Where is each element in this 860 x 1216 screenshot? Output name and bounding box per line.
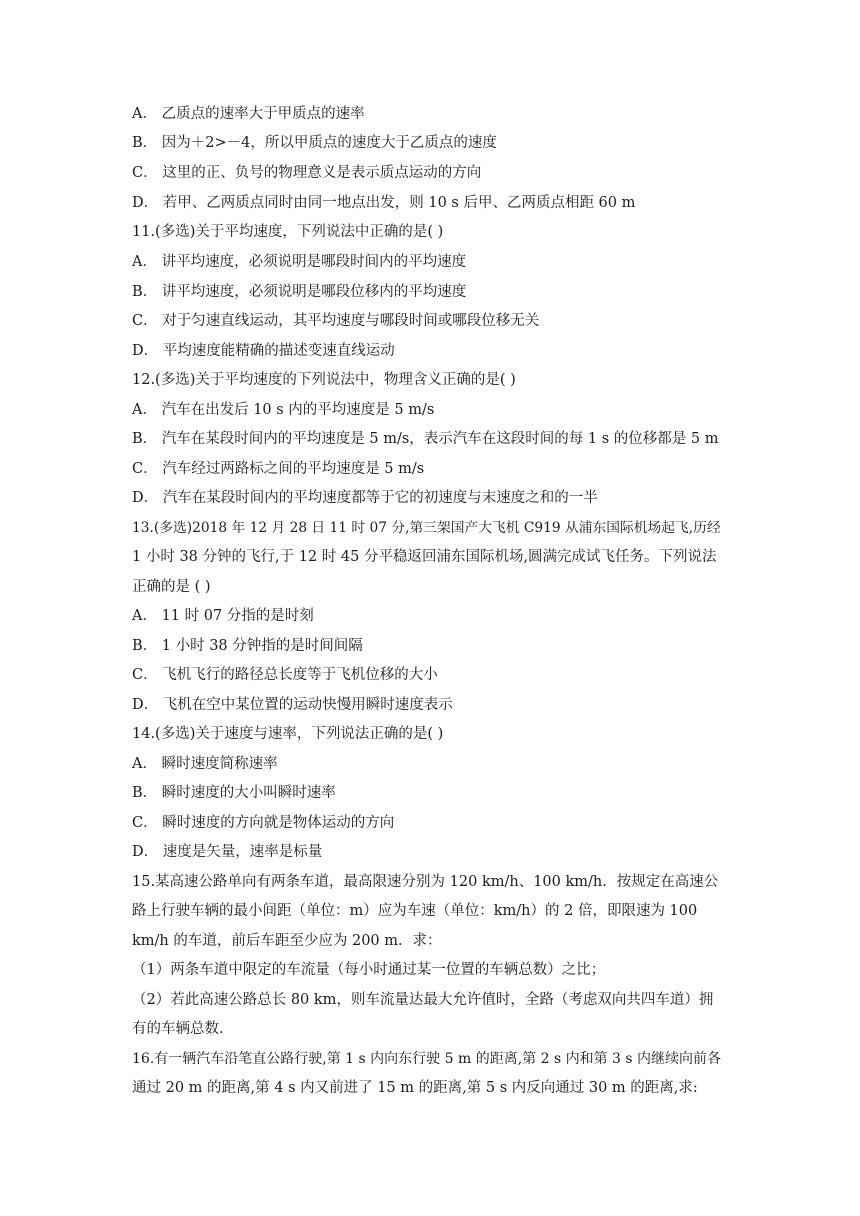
question-13-stem-line-2: 1 小时 38 分钟的飞行,于 12 时 45 分平稳返回浦东国际机场,圆满完成试飞任务。下列说法 [132,549,717,565]
q11-option-d: D． 平均速度能精确的描述变速直线运动 [132,343,395,359]
question-16-stem-line-2: 通过 20 m 的距离,第 4 s 内又前进了 15 m 的距离,第 5 s 内反向通过 30 m 的距离,求: [132,1080,698,1096]
q15-subquestion-2-line-1: （2）若此高速公路总长 80 km，则车流量达最大允许值时，全路（考虑双向共四车道）拥 [132,992,714,1008]
option-a-line: A． 乙质点的速率大于甲质点的速率 [132,106,365,122]
question-15-stem-line-1: 15.某高速公路单向有两条车道，最高限速分别为 120 km/h、100 km/h．按规定在高速公 [132,874,719,890]
q12-option-c: C． 汽车经过两路标之间的平均速度是 5 m/s [132,461,425,477]
q14-option-b: B． 瞬时速度的大小叫瞬时速率 [132,785,336,801]
q13-option-b: B． 1 小时 38 分钟指的是时间间隔 [132,638,363,654]
question-13-stem-line-3: 正确的是 ( ) [132,579,211,595]
q13-option-c: C． 飞机飞行的路径总长度等于飞机位移的大小 [132,667,438,683]
question-15-stem-line-2: 路上行驶车辆的最小间距（单位：m）应为车速（单位：km/h）的 2 倍，即限速为 100 [132,903,698,919]
q12-option-b: B． 汽车在某段时间内的平均速度是 5 m/s，表示汽车在这段时间的每 1 s 的位移都是 5 m [132,431,719,447]
q15-subquestion-1: （1）两条车道中限定的车流量（每小时通过某一位置的车辆总数）之比； [132,962,606,978]
option-b-line: B． 因为＋2>－4，所以甲质点的速度大于乙质点的速度 [132,135,497,151]
q14-option-c: C． 瞬时速度的方向就是物体运动的方向 [132,815,395,831]
question-14-stem: 14.(多选)关于速度与速率，下列说法正确的是( ) [132,726,444,742]
q15-subquestion-2-line-2: 有的车辆总数． [132,1021,234,1037]
question-15-stem-line-3: km/h 的车道，前后车距至少应为 200 m．求： [132,933,442,949]
question-11-stem: 11.(多选)关于平均速度，下列说法中正确的是( ) [132,224,444,240]
question-13-stem-line-1: 13.(多选)2018 年 12 月 28 日 11 时 07 分,第三架国产大飞机 C919 从浦东国际机场起飞,历经 [132,520,721,536]
q14-option-d: D． 速度是矢量，速率是标量 [132,844,323,860]
q13-option-d: D． 飞机在空中某位置的运动快慢用瞬时速度表示 [132,697,453,713]
q11-option-b: B． 讲平均速度，必须说明是哪段位移内的平均速度 [132,284,467,300]
question-16-stem-line-1: 16.有一辆汽车沿笔直公路行驶,第 1 s 内向东行驶 5 m 的距离,第 2 s 内和第 3 s 内继续向前各 [132,1051,722,1067]
q12-option-d: D． 汽车在某段时间内的平均速度都等于它的初速度与末速度之和的一半 [132,490,598,506]
q13-option-a: A． 11 时 07 分指的是时刻 [132,608,314,624]
question-12-stem: 12.(多选)关于平均速度的下列说法中，物理含义正确的是( ) [132,372,516,388]
q12-option-a: A． 汽车在出发后 10 s 内的平均速度是 5 m/s [132,402,435,418]
q11-option-a: A． 讲平均速度，必须说明是哪段时间内的平均速度 [132,254,467,270]
option-d-line: D． 若甲、乙两质点同时由同一地点出发，则 10 s 后甲、乙两质点相距 60 m [132,195,636,211]
q14-option-a: A． 瞬时速度简称速率 [132,756,278,772]
q11-option-c: C． 对于匀速直线运动，其平均速度与哪段时间或哪段位移无关 [132,313,540,329]
option-c-line: C． 这里的正、负号的物理意义是表示质点运动的方向 [132,165,482,181]
